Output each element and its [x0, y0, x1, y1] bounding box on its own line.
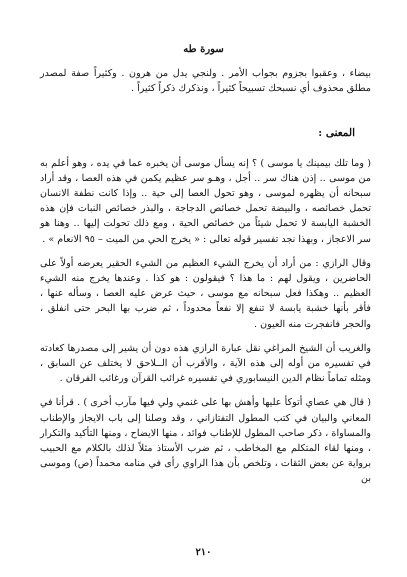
page-number: ٢١٠: [195, 547, 212, 558]
paragraph-3: والغريب أن الشيخ المراغي نقل عبارة الرازي هذه دون أن يشير إلى مصدرها كعادته في تفسيره من أوله إلى هذه الآية ، والأقرب أن الــلاحق لا يختلف عن السابق ، ومثله تماماً نظام الدين النيسابوري في تفسيره غرائب القرآن ورغائب الفرقان .: [40, 342, 371, 385]
paragraph-2: وقال الرازي : من أراد أن يخرج الشيء العظيم من الشيء الحقير يعرضه أولاً على الحاضرين ، ويقول لهم : ما هذا ؟ فيقولون : هو كذا . وعندها يخرج منه الشيء العظيم .. وهكذا فعل سبحانه مع موسى ، حيث عرض عليه العصا ، وسأله عنها ، فأقر بأنها خشبة يابسة لا تنفع إلا نفعاً محدوداً ، ثم ضرب بها البحر حتى انفلق ، والحجر فانفجرت منه العيون .: [40, 257, 371, 330]
paragraph-4: ( قال هي عصاي أتوكأ عليها وأهش بها على غنمي ولي فيها مآرب أخرى ) . قرأنا في المعاني والبيان في كتب المطول التفتازاني ، وقد وصلنا إلى باب الايجاز والإطناب والمساواة ، ذكر صاحب المطول للإطناب فوائد ، منها الايضاح ، ومنها التأكيد والتكرار ، ومنها لقاء المتكلم مع المخاطب ، ثم ضرب الأستاذ مثلاً لذلك بالكلام مع الحبيب برواية عن بعض الثقات ، وتلخص بأن هذا الراوي رأى في منامه محمداً (ص) وموسى بن: [40, 397, 371, 485]
intro-paragraph: بيضاء ، وعقبوا بجزوم بجواب الأمر . ولنجي يدل من هرون . وكثيراً صفة لمصدر مطلق محذوف أي نسبحك تسبيحاً كثيراً ، ونذكرك ذكراً كثيراً .: [40, 68, 371, 95]
body-text: [40, 66, 371, 487]
section-heading: المعنى :: [318, 127, 355, 140]
running-head: سورة طه: [183, 44, 224, 55]
paragraph-1: ( وما تلك بيمينك يا موسى ) ؟ إنه يسأل موسى أن يخبره عما في يده ، وهو أعلم به من موسى .. إذن هناك سر .. أجل ، وهـو سر عظيم يكمن في هذه العصا ، وقد أراد سبحانه أن يظهره لموسى ، وهو تحول العصا إلى حية .. وإذا كانت نطفة الانسان تحمل خصائصه ، والبيضة تحمل خصائص الدجاجة ، والبذر خصائص النبات فإن هذه الخشبة اليابسة لا تحمل شيئاً من خصائص الحية ، ومع ذلك تحولت إليها .. وهنا هو سر الاعجاز ، وبهذا نجد تفسير قوله تعالى : « يخرج الحي من الميت – ٩٥ الانعام » .: [40, 157, 371, 245]
